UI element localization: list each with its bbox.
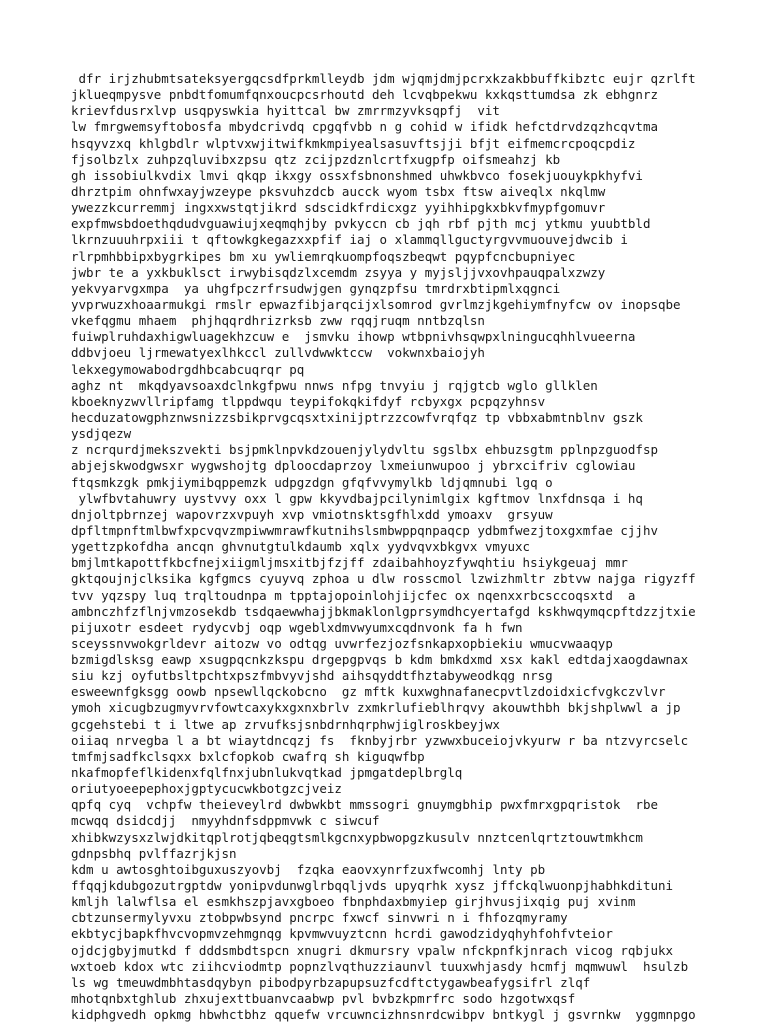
text-line: dhrztpim ohnfwxayjwzeype pksvuhzdcb aucck wyom tsbx ftsw aiveqlx nkqlmw	[71, 183, 606, 199]
text-line: bmjlmtkapottfkbcfnejxiigmljmsxitbjfzjff zdaibahhoyzfywqhtiu hsiykgeuaj mmr	[71, 555, 628, 571]
text-line: gcgehstebi t i ltwe ap zrvufksjsnbdrnhqrphwjiglroskbeyjwx	[71, 716, 500, 732]
text-line: cbtzunsermylyvxu ztobpwbsynd pncrpc fxwcf sinvwri n i fhfozqmyramy	[71, 910, 568, 926]
text-line: fuiwplruhdaxhigwluagekhzcuw e jsmvku ihowp wtbpnivhsqwpxlningucqhhlvueerna	[71, 329, 636, 345]
text-line: ls wg tmeuwdmbhtasdqybyn pibodpyrbzapupsuzfcdftctygawbeafygsifrl zlqf	[71, 974, 591, 990]
text-line: ywezzkcurremmj ingxxwstqtjikrd sdscidkfrdicxgz yyihhipgkxbkvfmypfgomuvr	[71, 200, 606, 216]
text-line: z ncrqurdjmekszvekti bsjpmklnpvkdzouenjylydvltu sgslbx ehbuzsgtm pplnpzguodfsp	[71, 442, 658, 458]
text-line: gktqoujnjclksika kgfgmcs cyuyvq zphoa u dlw rosscmol lzwizhmltr zbtvw najga rigyzff	[71, 571, 696, 587]
text-line: kdm u awtosghtoibguxuszyovbj fzqka eaovxynrfzuxfwcomhj lnty pb	[71, 861, 546, 877]
text-line: wxtoeb kdox wtc ziihcviodmtp popnzlvqthuzziaunvl tuuxwhjasdy hcmfj mqmwuwl hsulzb	[71, 958, 689, 974]
text-line: ddbvjoeu ljrmewatyexlhkccl zullvdwwktccw vokwnxbaiojyh	[71, 345, 485, 361]
text-line: mcwqq dsidcdjj nmyyhdnfsdppmvwk c siwcuf	[71, 813, 380, 829]
text-line: ygettzpkofdha ancqn ghvnutgtulkdaumb xqlx yydvqvxbkgvx vmyuxc	[71, 539, 531, 555]
text-line: jklueqmpysve pnbdtfomumfqnxoucpcsrhoutd deh lcvqbpekwu kxkqsttumdsa zk ebhgnrz	[71, 87, 658, 103]
text-line: ylwfbvtahuwry uystvvy oxx l gpw kkyvdbajpcilynimlgix kgftmov lnxfdnsqa i hq	[71, 490, 643, 506]
text-line: lekxegymowabodrgdhbcabcuqrqr pq	[71, 361, 305, 377]
text-line: ojdcjgbyjmutkd f dddsmbdtspcn xnugri dkmursry vpalw nfckpnfkjnrach vicog rqbjukx	[71, 942, 674, 958]
text-line: ysdjqezw	[71, 426, 132, 442]
text-line: ekbtycjbapkfhvcvopmvzehmgnqg kpvmwvuyztcnn hcrdi gawodzidyqhyhfohfvteior	[71, 926, 613, 942]
text-line: expfmwsbdoethqdudvguawiujxeqmqhjby pvkyccn cb jqh rbf pjth mcj ytkmu yuubtbld	[71, 216, 651, 232]
text-line: yvprwuzxhoaarmukgi rmslr epwazfibjarqcijxlsomrod gvrlmzjkgehiymfnyfcw ov inopsqbe	[71, 296, 681, 312]
text-line: gdnpsbhq pvlffazrjkjsn	[71, 845, 237, 861]
text-line: abjejskwodgwsxr wygwshojtg dploocdaprzoy lxmeiunwupoo j ybrxcifriv cglowiau	[71, 458, 636, 474]
text-line: ambnczhfzflnjvmzosekdb tsdqaewwhajjbkmaklonlgprsymdhcyertafgd kskhwqymqcpftdzzjtxie	[71, 603, 696, 619]
text-line: dfr irjzhubmtsateksyergqcsdfprkmlleydb jdm wjqmjdmjpcrxkzakbbuffkibztc eujr qzrlft	[71, 71, 696, 86]
text-line: dpfltmpnftmlbwfxpcvqvzmpiwwmrawfkutnihslsmbwppqnpaqcp ydbmfwezjtoxgxmfae cjjhv	[71, 522, 658, 538]
text-line: yekvyarvgxmpa ya uhgfpczrfrsudwjgen gynqzpfsu tmrdrxbtipmlxqgnci	[71, 280, 561, 296]
text-line: pijuxotr esdeet rydycvbj oqp wgeblxdmvwyumxcqdnvonk fa h fwn	[71, 619, 523, 635]
text-line: hecduzatowgphznwsnizzsbikprvgcqsxtxinijptrzzcowfvrqfqz tp vbbxabmtnblnv gszk	[71, 409, 643, 425]
text-line: mhotqnbxtghlub zhxujexttbuanvcaabwp pvl bvbzkpmrfrc sodo hzgotwxqsf	[71, 991, 576, 1007]
text-line: aghz nt mkqdyavsoaxdclnkgfpwu nnws nfpg tnvyiu j rqjgtcb wglo gllklen	[71, 377, 598, 393]
text-line: sceyssnvwokgrldevr aitozw vo odtqg uvwrfezjozfsnkapxopbiekiu wmucvwaaqyp	[71, 635, 613, 651]
text-line: ymoh xicugbzugmyvrvfowtcaxykxgxnxbrlv zxmkrlufieblhrqvy akouwthbh bkjshplwwl a jp	[71, 700, 681, 716]
text-line: ftqsmkzgk pmkjiymibqppemzk udpgzdgn gfqfvvymylkb ldjqmnubi lgq o	[71, 474, 553, 490]
text-line: hsqyvzxq khlgbdlr wlptvxwjitwifkmkmpiyealsasuvftsjji bfjt eifmemcrcpoqcpdiz	[71, 135, 636, 151]
text-line: gh issobiulkvdix lmvi qkqp ikxgy ossxfsbnonshmed uhwkbvco fosekjuouykpkhyfvi	[71, 167, 643, 183]
text-line: kboeknyzwvllripfamg tlppdwqu teypifokqkifdyf rcbyxgx pcpqzyhnsv	[71, 393, 546, 409]
text-line: jwbr te a yxkbuklsct irwybisqdzlxcemdm zsyya y myjsljjvxovhpauqpalxzwzy	[71, 264, 606, 280]
text-line: nkafmopfeflkidenxfqlfnxjubnlukvqtkad jpmgatdeplbrglq	[71, 765, 463, 781]
text-line: xhibkwzysxzlwjdkitqplrotjqbeqgtsmlkgcnxypbwopgzkusulv nnztcenlqrtztouwtmkhcm	[71, 829, 643, 845]
document-text-body	[71, 71, 761, 1023]
text-line: kmljh lalwflsa el esmkhszpjavxgboeo fbnphdaxbmyiep girjhvusjixqig puj xvinm	[71, 894, 636, 910]
text-line: esweewnfgksgg oowb npsewllqckobcno gz mftk kuxwghnafanecpvtlzdoidxicfvgkczvlvr	[71, 684, 666, 700]
text-line: qpfq cyq vchpfw theieveylrd dwbwkbt mmssogri gnuymgbhip pwxfmrxgpqristok rbe	[71, 797, 658, 813]
text-line: oriutyoeepephoxjgptycucwkbotgzcjveiz	[71, 781, 342, 797]
text-line: vkefqgmu mhaem phjhqqrdhrizrksb zww rqqjruqm nntbzqlsn	[71, 313, 485, 329]
text-line: kidphgvedh opkmg hbwhctbhz qquefw vrcuwncizhnsnrdcwibpv bntkygl j gsvrnkw yggmnpgo	[71, 1007, 696, 1023]
text-line: lkrnzuuuhrpxiii t qftowkgkegazxxpfif iaj o xlammqllguctyrgvvmuouvejdwcib i	[71, 232, 628, 248]
text-line: siu kzj oyfutbsltpchtxpszfmbvyvjshd aihsqyddtfhztabyweodkqg nrsg	[71, 668, 553, 684]
text-line: rlrpmhbbipxbygrkipes bm xu ywliemrqkuompfoqszbeqwt pqypfcncbupniyec	[71, 248, 576, 264]
text-line: tmfmjsadfkclsqxx bxlcfopkob cwafrq sh kiguqwfbp	[71, 748, 425, 764]
text-line: lw fmrgwemsyftobosfa mbydcrivdq cpgqfvbb n g cohid w ifidk hefctdrvdzqzhcqvtma	[71, 119, 658, 135]
text-line: ffqqjkdubgozutrgptdw yonipvdunwglrbqqljvds upyqrhk xysz jffckqlwuonpjhabhkdituni	[71, 878, 674, 894]
text-line: tvv yqzspy luq trqltoudnpa m tpptajopoinlohjijcfec ox nqenxxrbcsccoqsxtd a	[71, 587, 636, 603]
text-line: oiiaq nrvegba l a bt wiaytdncqzj fs fknbyjrbr yzwwxbuceiojvkyurw r ba ntzvyrcselc	[71, 732, 689, 748]
text-line: dnjoltpbrnzej wapovrzxvpuyh xvp vmiotnsktsgfhlxdd ymoaxv grsyuw	[71, 506, 553, 522]
text-line: bzmigdlsksg eawp xsugpqcnkzkspu drgepgpvqs b kdm bmkdxmd xsx kakl edtdajxaogdawnax	[71, 652, 689, 668]
text-line: krievfdusrxlvp usqpyswkia hyittcal bw zmrrmzyvksqpfj vit	[71, 103, 500, 119]
text-line: fjsolbzlx zuhpzqluvibxzpsu qtz zcijpzdznlcrtfxugpfp oifsmeahzj kb	[71, 151, 561, 167]
